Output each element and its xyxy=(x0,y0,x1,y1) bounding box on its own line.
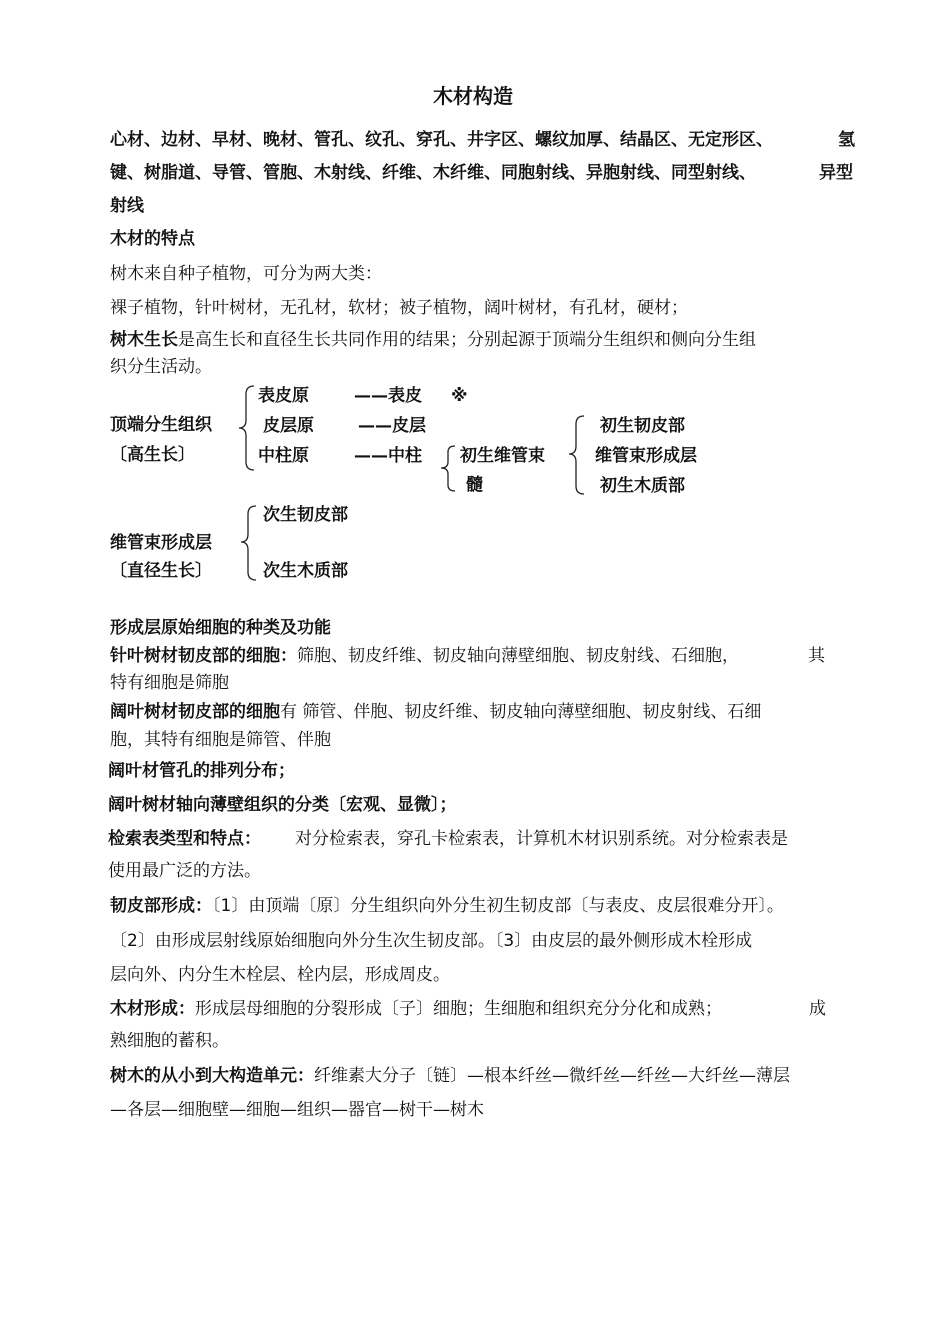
features-paragraph-1: 树木来自种子植物，可分为两大类： xyxy=(110,264,382,284)
diagram1-branch-2-arrow: ——皮层 xyxy=(358,416,426,436)
conifer-rest: 筛胞、韧皮纤维、韧皮轴向薄壁细胞、韧皮射线、石细胞， xyxy=(297,646,739,666)
growth-rest: 是高生长和直径生长共同作用的结果；分别起源于顶端分生组织和侧向分生组 xyxy=(178,330,756,350)
wood-line-1 xyxy=(110,999,722,1019)
broadleaf-bold: 阔叶树材韧皮部的细胞 xyxy=(110,702,280,722)
diagram1-branch-3: 中柱原 xyxy=(258,446,309,466)
conifer-line-2: 特有细胞是筛胞 xyxy=(110,673,229,693)
conifer-bold: 针叶树材韧皮部的细胞： xyxy=(110,646,297,666)
units-line-2: —各层—细胞壁—细胞—组织—器官—树干—树木 xyxy=(110,1100,484,1120)
diagram2-leaf-2: 次生木质部 xyxy=(263,561,348,581)
diagram1-branch-2: 皮层原 xyxy=(263,416,314,436)
diagram2-brace xyxy=(238,504,260,582)
keywords-line-1: 心材、边材、早材、晚材、管孔、纹孔、穿孔、井字区、螺纹加厚、结晶区、无定形区、 xyxy=(110,130,773,150)
wood-rest: 形成层母细胞的分裂形成〔子〕细胞；生细胞和组织充分分化和成熟； xyxy=(195,999,722,1019)
broadleaf-line-1 xyxy=(110,702,761,722)
diagram1-brace-vascular xyxy=(566,414,588,496)
conifer-line-1 xyxy=(110,646,739,666)
features-paragraph-2: 裸子植物，针叶树材，无孔材，软材；被子植物，阔叶树材，有孔材，硬材； xyxy=(110,298,688,318)
page-title: 木材构造 xyxy=(433,84,513,108)
broadleaf-rest: 有 筛管、伴胞、韧皮纤维、韧皮轴向薄壁细胞、韧皮射线、石细 xyxy=(280,702,762,722)
diagram1-branch-1-arrow: ——表皮 xyxy=(354,386,422,406)
diagram1-branch-3-arrow: ——中柱 xyxy=(354,446,422,466)
keywords-line-2-tail: 异型 xyxy=(819,163,853,183)
units-bold: 树木的从小到大构造单元： xyxy=(110,1066,314,1086)
growth-bold: 树木生长 xyxy=(110,330,178,350)
pores-heading: 阔叶材管孔的排列分布； xyxy=(108,761,295,781)
keys-bold: 检索表类型和特点： xyxy=(108,829,261,849)
diagram2-root-sub: 〔直径生长〕 xyxy=(110,561,212,581)
diagram1-root: 顶端分生组织 xyxy=(110,415,212,435)
keywords-line-2: 键、树脂道、导管、管胞、木射线、纤维、木纤维、同胞射线、异胞射线、同型射线、 xyxy=(110,163,756,183)
units-line-1 xyxy=(110,1066,790,1086)
phloem-line-2: 〔2〕由形成层射线原始细胞向外分生次生韧皮部。〔3〕由皮层的最外侧形成木栓形成 xyxy=(110,931,753,951)
keywords-line-1-tail: 氢 xyxy=(838,130,855,150)
keywords-line-3: 射线 xyxy=(110,196,144,216)
phloem-rest: 〔1〕由顶端〔原〕分生组织向外分生初生韧皮部〔与表皮、皮层很难分开〕。 xyxy=(212,896,784,916)
features-heading: 木材的特点 xyxy=(110,229,195,249)
diagram1-leaf-3: 初生木质部 xyxy=(600,476,685,496)
diagram2-leaf-1: 次生韧皮部 xyxy=(263,505,348,525)
broadleaf-line-2: 胞，其特有细胞是筛管、伴胞 xyxy=(110,730,331,750)
reference-mark: ※ xyxy=(451,386,468,406)
keys-line-2: 使用最广泛的方法。 xyxy=(108,861,261,881)
diagram1-brace-main xyxy=(236,384,258,472)
conifer-tail: 其 xyxy=(808,646,825,666)
parenchyma-heading: 阔叶树材轴向薄壁组织的分类〔宏观、显微〕； xyxy=(108,795,457,815)
keys-line-1 xyxy=(108,829,788,849)
wood-bold: 木材形成： xyxy=(110,999,195,1019)
diagram1-stele-sub-1: 初生维管束 xyxy=(460,446,545,466)
diagram1-branch-1: 表皮原 xyxy=(258,386,309,406)
wood-tail: 成 xyxy=(809,999,826,1019)
phloem-line-1 xyxy=(110,896,784,916)
phloem-bold: 韧皮部形成： xyxy=(110,896,212,916)
diagram1-leaf-2: 维管束形成层 xyxy=(595,446,697,466)
growth-line-1 xyxy=(110,330,756,350)
diagram1-brace-stele xyxy=(438,444,458,494)
diagram2-root: 维管束形成层 xyxy=(110,533,212,553)
cells-heading: 形成层原始细胞的种类及功能 xyxy=(110,618,331,638)
phloem-line-3: 层向外、内分生木栓层、栓内层，形成周皮。 xyxy=(110,965,450,985)
units-rest: 纤维素大分子〔链〕—根本纤丝—微纤丝—纤丝—大纤丝—薄层 xyxy=(314,1066,790,1086)
keys-rest: 对分检索表，穿孔卡检索表，计算机木材识别系统。对分检索表是 xyxy=(295,829,788,849)
diagram1-leaf-1: 初生韧皮部 xyxy=(600,416,685,436)
growth-line-2: 织分生活动。 xyxy=(110,357,212,377)
diagram1-stele-sub-2: 髓 xyxy=(466,475,483,495)
diagram1-root-sub: 〔高生长〕 xyxy=(110,445,195,465)
wood-line-2: 熟细胞的蓄积。 xyxy=(110,1031,229,1051)
